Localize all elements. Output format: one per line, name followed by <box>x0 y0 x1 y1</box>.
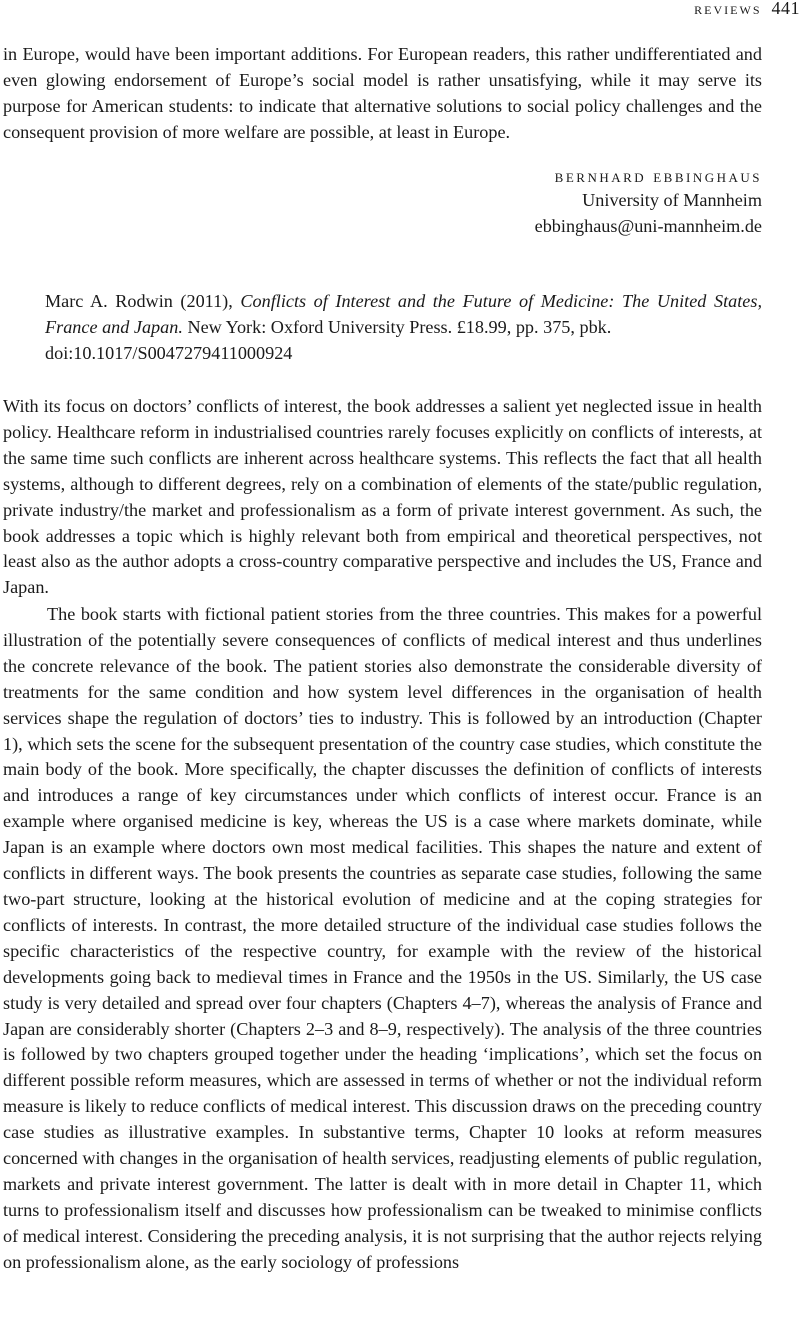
running-head <box>694 0 800 20</box>
previous-review-closing-paragraph: in Europe, would have been important additions. For European readers, this rather undifferentiated and even glowing endorsement of Europe’s social model is rather unsatisfying, while it may serve its purpose for American students: to indicate that alternative solutions to social policy challenges and the consequent provision of more welfare are possible, at least in Europe. <box>3 44 762 142</box>
citation-doi: doi:10.1017/S0047279411000924 <box>45 343 293 363</box>
running-head-section: reviews <box>694 0 762 18</box>
citation-author-year: Marc A. Rodwin (2011), <box>45 291 233 311</box>
reviewer-name: bernhard ebbinghaus <box>554 166 762 186</box>
review-paragraph-2: The book starts with fictional patient stories from the three countries. This makes for a powerful illustration of the potentially severe consequences of conflicts of medical interest and thus underlines the concrete relevance of the book. The patient stories also demonstrate the considerable diversity of treatments for the same condition and how system level differences in the organisation of health services shape the regulation of doctors’ ties to industry. This is followed by an introduction (Chapter 1), which sets the scene for the subsequent presentation of the country case studies, which constitute the main body of the book. More specifically, the chapter discusses the definition of conflicts of interests and introduces a range of key circumstances under which conflicts of interest occur. France is an example where organised medicine is key, whereas the US is a case where markets dominate, while Japan is an example where doctors own most medical facilities. This shapes the nature and extent of conflicts in different ways. The book presents the countries as separate case studies, following the same two-part structure, looking at the historical evolution of medicine and at the coping strategies for conflicts of interests. In contrast, the more detailed structure of the individual case studies follows the specific characteristics of the respective country, for example with the review of the historical developments going back to medieval times in France and the 1950s in the US. Similarly, the US case study is very detailed and spread over four chapters (Chapters 4–7), whereas the analysis of France and Japan are considerably shorter (Chapters 2–3 and 8–9, respectively). The analysis of the three countries is followed by two chapters grouped together under the heading ‘implications’, which set the focus on different possible reform measures, which are assessed in terms of whether or not the individual reform measure is likely to reduce conflicts of medical interest. This discussion draws on the preceding country case studies as illustrative examples. In substantive terms, Chapter 10 looks at reform measures concerned with changes in the organisation of health services, readjusting elements of public regulation, markets and private interest government. The latter is dealt with in more detail in Chapter 11, which turns to professionalism itself and discusses how professionalism can be tweaked to minimise conflicts of medical interest. Considering the preceding analysis, it is not surprising that the author rejects relying on professionalism alone, as the early sociology of professions <box>3 604 762 1272</box>
reviewer-affiliation: University of Mannheim <box>582 190 762 210</box>
book-citation <box>45 288 762 366</box>
citation-publisher: New York: Oxford University Press. £18.99, pp. 375, pbk. <box>187 317 612 337</box>
reviewer-email: ebbinghaus@uni-mannheim.de <box>534 216 762 236</box>
page-number: 441 <box>771 0 800 18</box>
citation-title: Conflicts of Interest and the Future of Medicine: The United States, France and Japan. <box>45 291 762 337</box>
review-paragraph-1: With its focus on doctors’ conflicts of interest, the book addresses a salient yet neglected issue in health policy. Healthcare reform in industrialised countries rarely focuses explicitly on conflicts of interests, at the same time such conflicts are inherent across healthcare systems. This reflects the fact that all health systems, although to different degrees, rely on a combination of elements of the state/public regulation, private industry/the market and professionalism as a form of private interest government. As such, the book addresses a topic which is highly relevant both from empirical and theoretical perspectives, not least also as the author adopts a cross-country comparative perspective and includes the US, France and Japan. <box>3 396 762 598</box>
